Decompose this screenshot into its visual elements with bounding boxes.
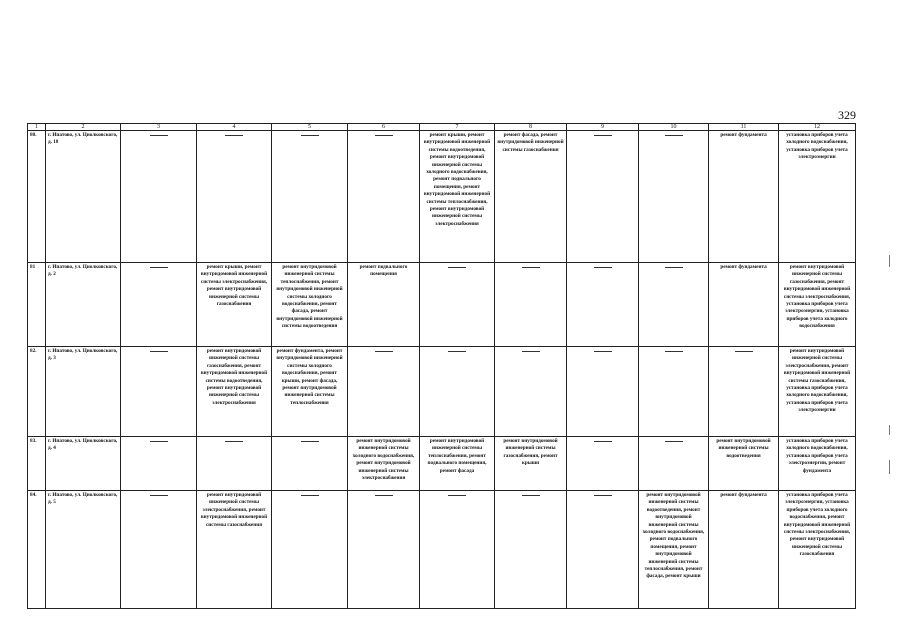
table-row [28, 131, 856, 263]
empty-dash-cell [121, 437, 197, 491]
work-type-cell: ремонт крыши, ремонт внутридомовой инженерной системы водоотведения, ремонт внутридомовой инженерной системы холодного водоснабжения, ремонт подвального помещения, ремонт внутридомовой инженерной системы теплоснабжения, ремонт внутридомовой инженерной системы электроснабжения [420, 131, 495, 263]
dash-mark [594, 351, 612, 352]
address-cell: г. Ипатово, ул. Циолковского, д. 18 [46, 131, 121, 263]
address-cell: г. Ипатово, ул. Циолковского, д. 4 [46, 437, 121, 491]
column-number: 4 [197, 124, 272, 131]
dash-mark [150, 267, 168, 268]
work-type-cell: ремонт фундамента [709, 263, 779, 347]
table-row [28, 347, 856, 437]
scan-artifact [889, 255, 890, 267]
empty-dash-cell [121, 347, 197, 437]
dash-mark [150, 495, 168, 496]
dash-mark [150, 441, 168, 442]
dash-mark [225, 441, 243, 442]
row-number: 81 [28, 263, 46, 347]
column-number: 7 [420, 124, 495, 131]
work-type-cell: ремонт внутридомовой инженерной системы теплоснабжения, ремонт внутридомовой инженерной системы холодного водоснабжения, ремонт фасада, ремонт внутридомовой инженерной системы водоотведения [272, 263, 348, 347]
empty-dash-cell [420, 263, 495, 347]
work-type-cell: установка приборов учета холодного водоснабжения, установка приборов учета электроэнергии [779, 131, 856, 263]
work-type-cell: установка приборов учета холодного водоснабжения, установка приборов учета электроэнергии, ремонт фундамента [779, 437, 856, 491]
work-type-cell: ремонт крыши, ремонт внутридомовой инженерной системы электроснабжения, ремонт внутридомовой инженерной системы газоснабжения [197, 263, 272, 347]
empty-dash-cell [348, 131, 420, 263]
column-number: 12 [779, 124, 856, 131]
dash-mark [594, 441, 612, 442]
dash-mark [375, 495, 393, 496]
dash-mark [522, 495, 540, 496]
repair-schedule-table [27, 123, 856, 609]
dash-mark [150, 351, 168, 352]
empty-dash-cell [639, 131, 709, 263]
empty-dash-cell [567, 263, 639, 347]
empty-dash-cell [495, 491, 567, 609]
table-row [28, 437, 856, 491]
empty-dash-cell [639, 437, 709, 491]
column-number: 2 [46, 124, 121, 131]
dash-mark [448, 495, 466, 496]
work-type-cell: ремонт фундамента [709, 131, 779, 263]
dash-mark [225, 135, 243, 136]
column-number: 11 [709, 124, 779, 131]
scan-artifact [889, 425, 890, 435]
empty-dash-cell [121, 131, 197, 263]
dash-mark [594, 135, 612, 136]
dash-mark [665, 135, 683, 136]
work-type-cell: ремонт фасада, ремонт внутридомовой инженерной системы газоснабжения [495, 131, 567, 263]
column-number: 3 [121, 124, 197, 131]
column-number: 9 [567, 124, 639, 131]
dash-mark [665, 267, 683, 268]
row-number: 84. [28, 491, 46, 609]
column-number: 1 [28, 124, 46, 131]
dash-mark [594, 495, 612, 496]
column-number: 10 [639, 124, 709, 131]
empty-dash-cell [495, 347, 567, 437]
work-type-cell: ремонт фундамента [709, 491, 779, 609]
empty-dash-cell [272, 131, 348, 263]
column-number: 5 [272, 124, 348, 131]
table-row [28, 491, 856, 609]
address-cell: г. Ипатово, ул. Циолковского, д. 3 [46, 347, 121, 437]
dash-mark [665, 351, 683, 352]
work-type-cell: ремонт внутридомовой инженерной системы газоснабжения, ремонт внутридомовой инженерной системы электроснабжения, установка приборов учета электроэнергии, установка приборов учета холодного водоснабжения [779, 263, 856, 347]
table-row [28, 263, 856, 347]
empty-dash-cell [348, 347, 420, 437]
empty-dash-cell [639, 347, 709, 437]
row-number: 82. [28, 347, 46, 437]
empty-dash-cell [495, 263, 567, 347]
empty-dash-cell [197, 131, 272, 263]
empty-dash-cell [567, 347, 639, 437]
address-cell: г. Ипатово, ул. Циолковского, д. 2 [46, 263, 121, 347]
row-number: 80. [28, 131, 46, 263]
dash-mark [375, 351, 393, 352]
work-type-cell: ремонт внутридомовой инженерной системы электроснабжения, ремонт внутридомовой инженерной системы газоснабжения [197, 491, 272, 609]
work-type-cell: ремонт внутридомовой инженерной системы водоотведения, ремонт внутридомовой инженерной системы холодного водоснабжения, ремонт подвального помещения, ремонт внутридомовой инженерной системы теплоснабжения, ремонт фасада, ремонт крыши [639, 491, 709, 609]
empty-dash-cell [121, 491, 197, 609]
work-type-cell: ремонт внутридомовой инженерной системы газоснабжения, ремонт крыши [495, 437, 567, 491]
work-type-cell: ремонт внутридомовой инженерной системы водоотведения [709, 437, 779, 491]
dash-mark [735, 351, 753, 352]
empty-dash-cell [709, 347, 779, 437]
empty-dash-cell [272, 491, 348, 609]
empty-dash-cell [567, 491, 639, 609]
column-number: 6 [348, 124, 420, 131]
page-number: 329 [838, 108, 856, 122]
empty-dash-cell [420, 347, 495, 437]
empty-dash-cell [420, 491, 495, 609]
empty-dash-cell [348, 491, 420, 609]
work-type-cell: ремонт внутридомовой инженерной системы теплоснабжения, ремонт подвального помещения, ремонт фасада [420, 437, 495, 491]
address-cell: г. Ипатово, ул. Циолковского, д. 5 [46, 491, 121, 609]
empty-dash-cell [567, 131, 639, 263]
dash-mark [301, 441, 319, 442]
dash-mark [594, 267, 612, 268]
dash-mark [301, 495, 319, 496]
empty-dash-cell [567, 437, 639, 491]
work-type-cell: ремонт внутридомовой инженерной системы газоснабжения, ремонт внутридомовой инженерной системы водоотведения, ремонт внутридомовой инженерной системы электроснабжения [197, 347, 272, 437]
dash-mark [375, 135, 393, 136]
column-number-row [28, 124, 856, 131]
dash-mark [665, 441, 683, 442]
row-number: 83. [28, 437, 46, 491]
dash-mark [448, 267, 466, 268]
dash-mark [448, 351, 466, 352]
empty-dash-cell [639, 263, 709, 347]
dash-mark [522, 267, 540, 268]
work-type-cell: ремонт фундамента, ремонт внутридомовой инженерной системы холодного водоснабжения, ремонт крыши, ремонт фасада, ремонт внутридомовой инженерной системы теплоснабжения [272, 347, 348, 437]
work-type-cell: ремонт внутридомовой инженерной системы холодного водоснабжения, ремонт внутридомовой инженерной системы электроснабжения [348, 437, 420, 491]
scan-artifact [889, 460, 890, 474]
work-type-cell: ремонт подвального помещения [348, 263, 420, 347]
empty-dash-cell [272, 437, 348, 491]
dash-mark [522, 351, 540, 352]
empty-dash-cell [197, 437, 272, 491]
dash-mark [301, 135, 319, 136]
column-number: 8 [495, 124, 567, 131]
work-type-cell: ремонт внутридомовой инженерной системы электроснабжения, ремонт внутридомовой инженерной системы газоснабжения, установка приборов учета холодного водоснабжения, установка приборов учета электроэнергии [779, 347, 856, 437]
empty-dash-cell [121, 263, 197, 347]
dash-mark [150, 135, 168, 136]
work-type-cell: установка приборов учета электроэнергии, установка приборов учета холодного водоснабжения, ремонт внутридомовой инженерной системы электроснабжения, ремонт внутридомовой инженерной системы газоснабжения [779, 491, 856, 609]
